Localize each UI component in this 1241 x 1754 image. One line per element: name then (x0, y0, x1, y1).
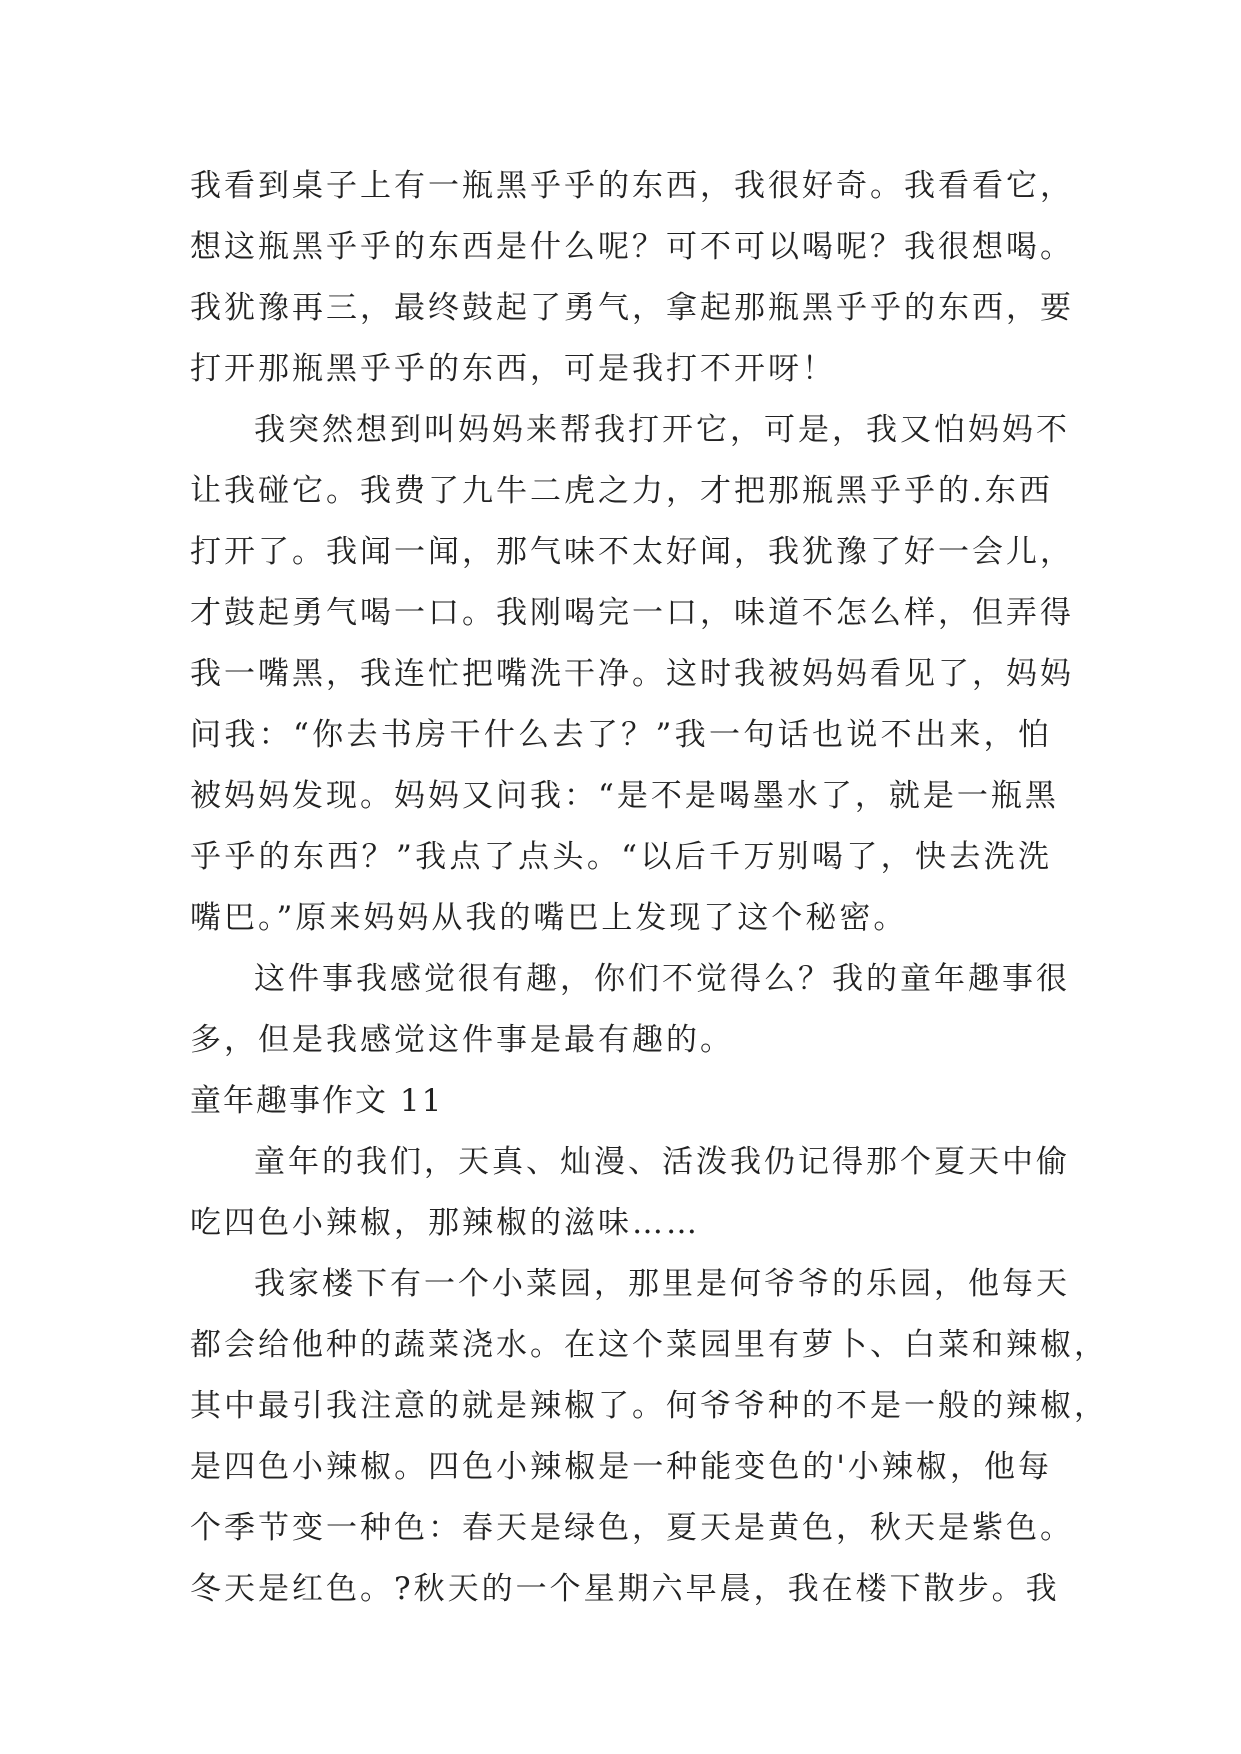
paragraph-line: 被妈妈发现。妈妈又问我：“是不是喝墨水了，就是一瓶黑 (190, 778, 1059, 814)
paragraph-line: 个季节变一种色：春天是绿色，夏天是黄色，秋天是紫色。 (190, 1510, 1074, 1546)
paragraph-line: 冬天是红色。?秋天的一个星期六早晨，我在楼下散步。我 (190, 1571, 1060, 1607)
paragraph-line: 我突然想到叫妈妈来帮我打开它，可是，我又怕妈妈不 (254, 412, 1070, 448)
paragraph-line: 我犹豫再三，最终鼓起了勇气，拿起那瓶黑乎乎的东西，要 (190, 290, 1074, 326)
paragraph-line: 是四色小辣椒。四色小辣椒是一种能变色的'小辣椒，他每 (190, 1449, 1052, 1485)
paragraph-line: 打开那瓶黑乎乎的东西，可是我打不开呀！ (190, 351, 836, 387)
paragraph-line: 乎乎的东西？”我点了点头。“以后千万别喝了，快去洗洗 (190, 839, 1052, 875)
paragraph-line: 其中最引我注意的就是辣椒了。何爷爷种的不是一般的辣椒， (190, 1388, 1108, 1424)
paragraph-line: 才鼓起勇气喝一口。我刚喝完一口，味道不怎么样，但弄得 (190, 595, 1074, 631)
paragraph-line: 童年的我们，天真、灿漫、活泼我仍记得那个夏天中偷 (254, 1144, 1070, 1180)
paragraph-line: 想这瓶黑乎乎的东西是什么呢？可不可以喝呢？我很想喝。 (190, 229, 1074, 265)
paragraph-line: 我一嘴黑，我连忙把嘴洗干净。这时我被妈妈看见了，妈妈 (190, 656, 1074, 692)
paragraph-line: 吃四色小辣椒，那辣椒的滋味…… (190, 1205, 700, 1241)
paragraph-line: 问我：“你去书房干什么去了？”我一句话也说不出来，怕 (190, 717, 1052, 753)
document-body (190, 156, 1108, 1620)
paragraph-line: 都会给他种的蔬菜浇水。在这个菜园里有萝卜、白菜和辣椒， (190, 1327, 1108, 1363)
paragraph-line: 让我碰它。我费了九牛二虎之力，才把那瓶黑乎乎的.东西 (190, 473, 1053, 509)
paragraph-line: 打开了。我闻一闻，那气味不太好闻，我犹豫了好一会儿， (190, 534, 1074, 570)
paragraph-line: 我看到桌子上有一瓶黑乎乎的东西，我很好奇。我看看它， (190, 168, 1074, 204)
paragraph-line: 多，但是我感觉这件事是最有趣的。 (190, 1022, 734, 1058)
paragraph-line: 我家楼下有一个小菜园，那里是何爷爷的乐园，他每天 (254, 1266, 1070, 1302)
paragraph-line: 嘴巴。”原来妈妈从我的嘴巴上发现了这个秘密。 (190, 900, 908, 936)
section-heading: 童年趣事作文 11 (190, 1083, 444, 1119)
paragraph-line: 这件事我感觉很有趣，你们不觉得么？我的童年趣事很 (254, 961, 1070, 997)
